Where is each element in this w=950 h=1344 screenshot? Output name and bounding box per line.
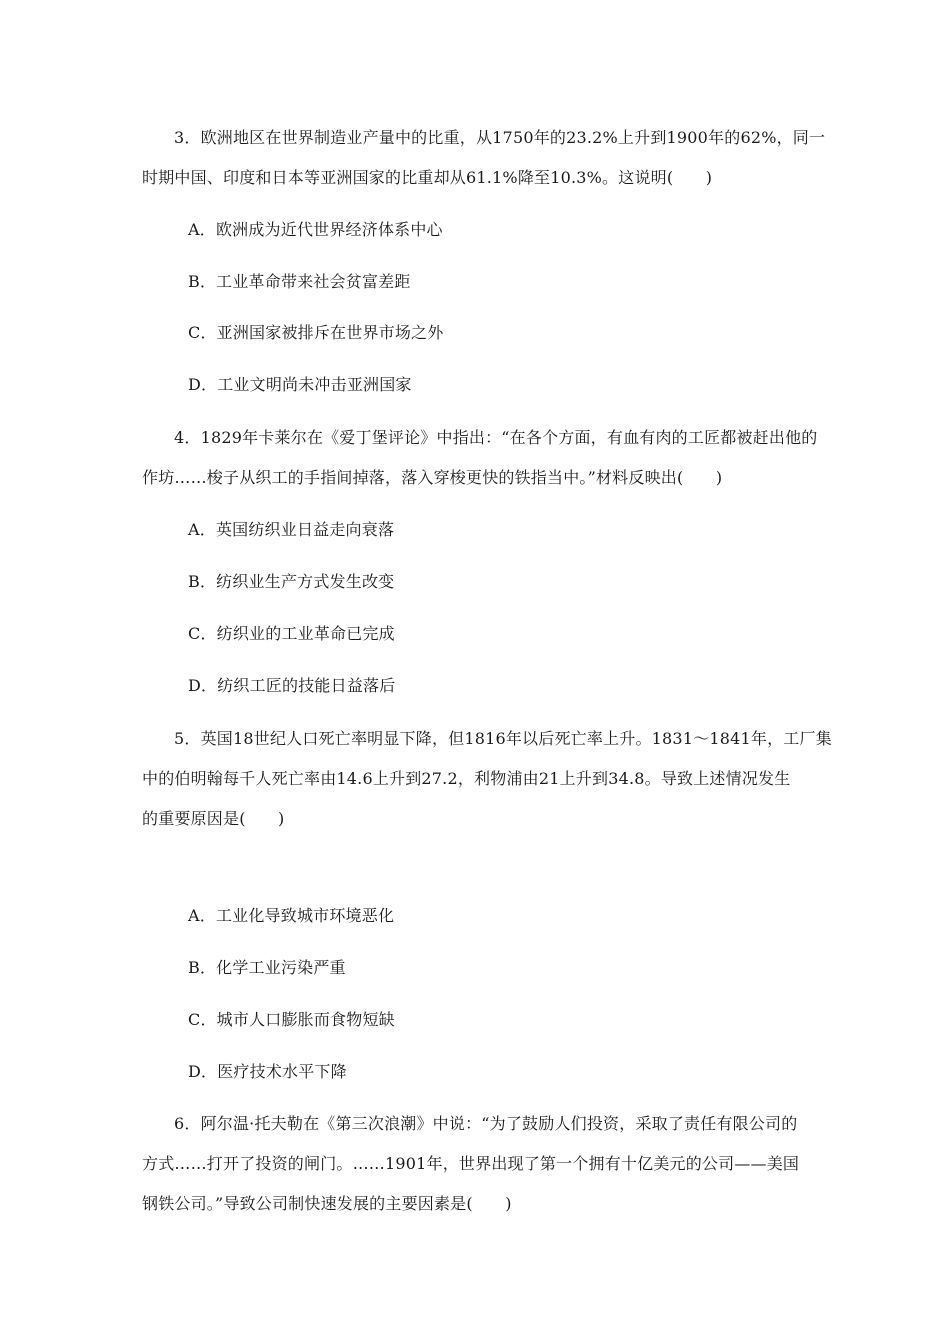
question-5-option-b: B．化学工业污染严重 [188, 958, 346, 977]
question-6-stem-line-1: 6．阿尔温·托夫勒在《第三次浪潮》中说：“为了鼓励人们投资，采取了责任有限公司的 [174, 1114, 798, 1133]
question-5-stem-line-2: 中的伯明翰每千人死亡率由14.6上升到27.2，利物浦由21上升到34.8。导致上述情况发生 [142, 769, 791, 788]
question-6-stem-line-3: 钢铁公司。”导致公司制快速发展的主要因素是( ) [142, 1194, 512, 1213]
question-4-option-c: C．纺织业的工业革命已完成 [188, 624, 395, 643]
question-3-option-b: B．工业革命带来社会贫富差距 [188, 272, 411, 291]
question-5-stem-line-3: 的重要原因是( ) [142, 809, 285, 828]
question-4-option-a: A．英国纺织业日益走向衰落 [188, 520, 395, 539]
question-3-option-d: D．工业文明尚未冲击亚洲国家 [188, 375, 412, 394]
question-4-stem-line-2: 作坊……梭子从织工的手指间掉落，落入穿梭更快的铁指当中。”材料反映出( ) [142, 468, 723, 487]
question-3-stem-line-1: 3．欧洲地区在世界制造业产量中的比重，从1750年的23.2%上升到1900年的62%，同一 [174, 128, 826, 147]
question-4-option-b: B．纺织业生产方式发生改变 [188, 572, 395, 591]
question-3-option-a: A．欧洲成为近代世界经济体系中心 [188, 220, 443, 239]
question-5-stem-line-1: 5．英国18世纪人口死亡率明显下降，但1816年以后死亡率上升。1831～1841年，工厂集 [174, 729, 832, 748]
question-3-stem-line-2: 时期中国、印度和日本等亚洲国家的比重却从61.1%降至10.3%。这说明( ) [142, 168, 713, 187]
question-4-stem-line-1: 4．1829年卡莱尔在《爱丁堡评论》中指出：“在各个方面，有血有肉的工匠都被赶出他的 [174, 428, 818, 447]
question-6-stem-line-2: 方式……打开了投资的闸门。……1901年，世界出现了第一个拥有十亿美元的公司——美国 [142, 1154, 800, 1173]
question-5-option-a: A．工业化导致城市环境恶化 [188, 906, 395, 925]
question-5-option-c: C．城市人口膨胀而食物短缺 [188, 1010, 395, 1029]
question-3-option-c: C．亚洲国家被排斥在世界市场之外 [188, 323, 444, 342]
question-5-option-d: D．医疗技术水平下降 [188, 1062, 347, 1081]
question-4-option-d: D．纺织工匠的技能日益落后 [188, 676, 396, 695]
